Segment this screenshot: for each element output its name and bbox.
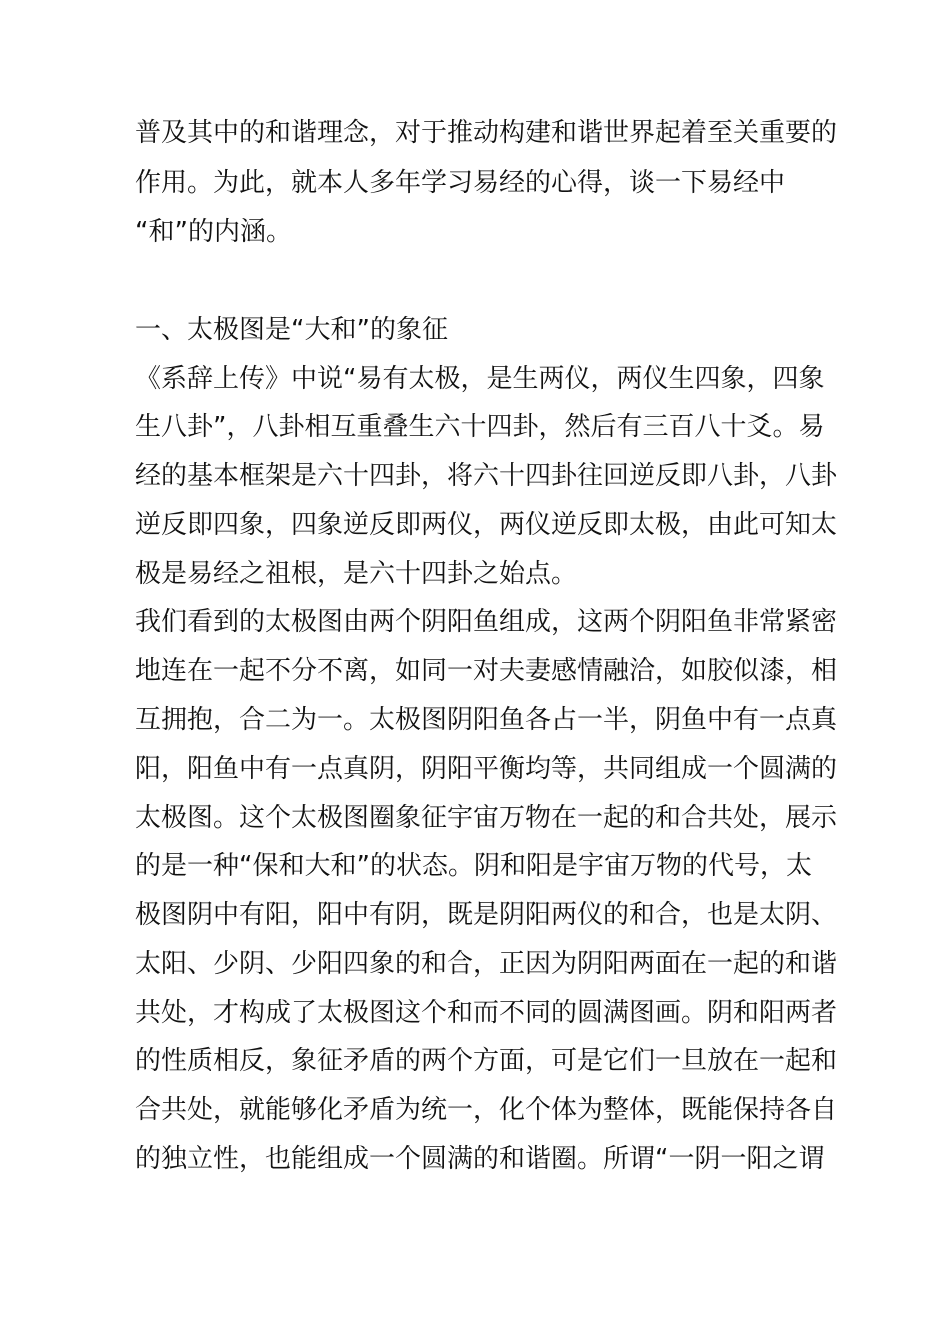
paragraph2-line-4: 阳，阳鱼中有一点真阴，阴阳平衡均等，共同组成一个圆满的 bbox=[135, 754, 838, 784]
section-heading: 一、太极图是“大和”的象征 bbox=[135, 315, 448, 345]
paragraph1-line-2: 生八卦”，八卦相互重叠生六十四卦，然后有三百八十爻。易 bbox=[135, 412, 825, 442]
paragraph1-line-3: 经的基本框架是六十四卦，将六十四卦往回逆反即八卦，八卦 bbox=[135, 461, 838, 491]
paragraph2-line-11: 合共处，就能够化矛盾为统一，化个体为整体，既能保持各自 bbox=[135, 1095, 838, 1125]
intro-line-3: “和”的内涵。 bbox=[135, 217, 292, 247]
paragraph1-line-4: 逆反即四象，四象逆反即两仪，两仪逆反即太极，由此可知太 bbox=[135, 510, 838, 540]
paragraph2-line-3: 互拥抱，合二为一。太极图阴阳鱼各占一半，阴鱼中有一点真 bbox=[135, 705, 838, 735]
paragraph2-line-6: 的是一种“保和大和”的状态。阴和阳是宇宙万物的代号，太 bbox=[135, 851, 812, 881]
paragraph2-line-7: 极图阴中有阳，阳中有阴，既是阴阳两仪的和合，也是太阴、 bbox=[135, 900, 838, 930]
paragraph1-line-5: 极是易经之祖根，是六十四卦之始点。 bbox=[135, 559, 578, 589]
paragraph2-line-10: 的性质相反，象征矛盾的两个方面，可是它们一旦放在一起和 bbox=[135, 1046, 838, 1076]
paragraph2-line-9: 共处，才构成了太极图这个和而不同的圆满图画。阴和阳两者 bbox=[135, 998, 838, 1028]
paragraph2-line-8: 太阳、少阴、少阳四象的和合，正因为阴阳两面在一起的和谐 bbox=[135, 949, 838, 979]
paragraph1-line-1: 《系辞上传》中说“易有太极，是生两仪，两仪生四象，四象 bbox=[135, 364, 825, 394]
paragraph2-line-2: 地连在一起不分不离，如同一对夫妻感情融洽，如胶似漆，相 bbox=[135, 656, 838, 686]
intro-line-1: 普及其中的和谐理念，对于推动构建和谐世界起着至关重要的 bbox=[135, 118, 838, 148]
paragraph2-line-5: 太极图。这个太极图圈象征宇宙万物在一起的和合共处，展示 bbox=[135, 803, 838, 833]
paragraph2-line-12: 的独立性，也能组成一个圆满的和谐圈。所谓“一阴一阳之谓 bbox=[135, 1144, 825, 1174]
intro-line-2: 作用。为此，就本人多年学习易经的心得，谈一下易经中 bbox=[135, 168, 786, 198]
paragraph2-line-1: 我们看到的太极图由两个阴阳鱼组成，这两个阴阳鱼非常紧密 bbox=[135, 607, 838, 637]
